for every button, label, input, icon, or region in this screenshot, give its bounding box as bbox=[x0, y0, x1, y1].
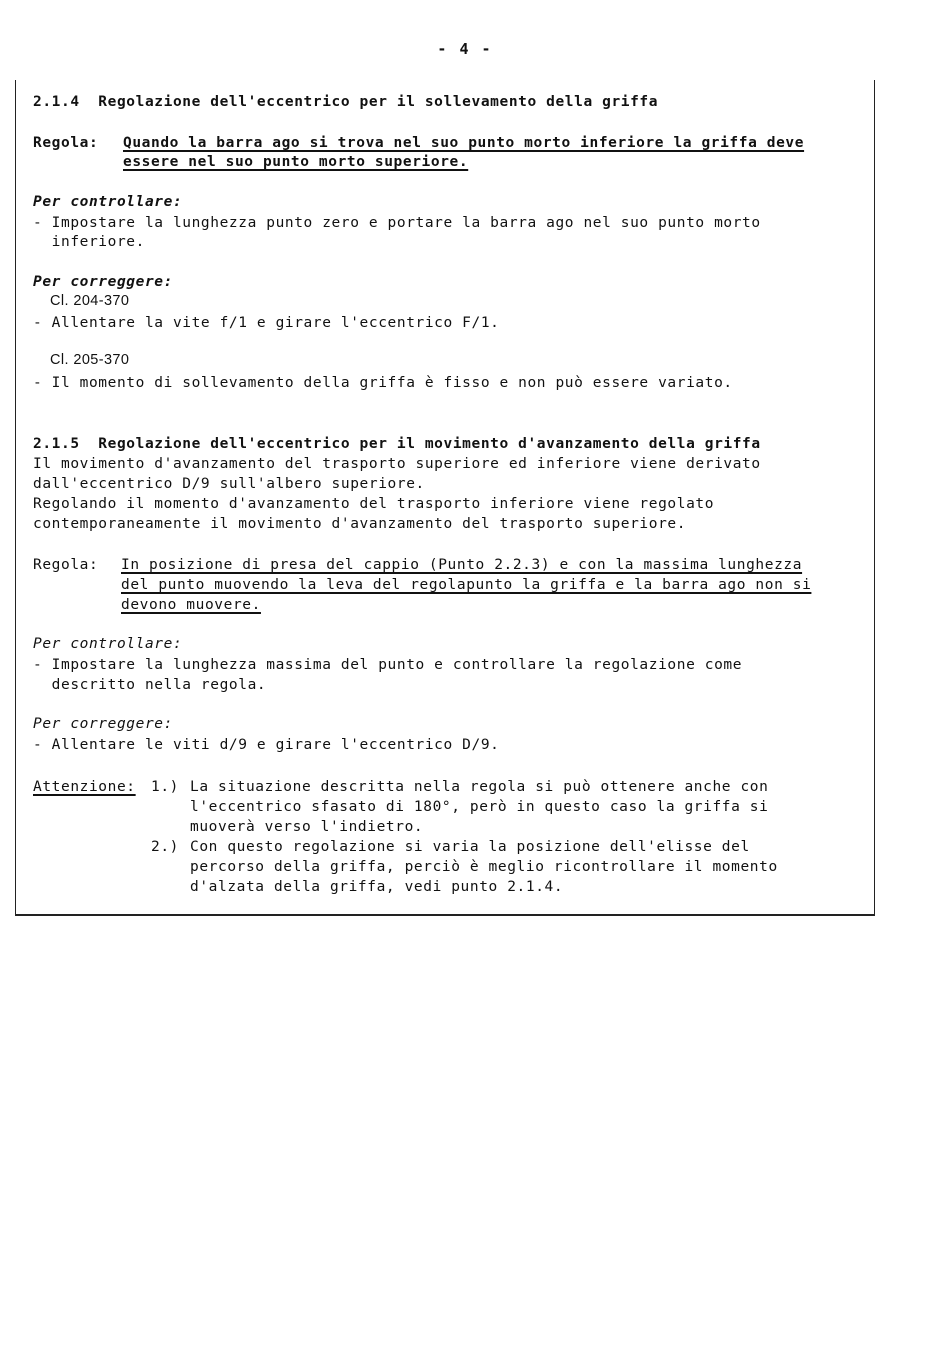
note-text-line: l'eccentrico sfasato di 180°, però in questo caso la griffa si bbox=[190, 799, 769, 815]
note-text-line: percorso della griffa, perciò è meglio ricontrollare il momento bbox=[190, 859, 778, 875]
section-heading-2-1-4: 2.1.4 Regolazione dell'eccentrico per il sollevamento della griffa bbox=[33, 94, 659, 110]
note-text-line: muoverà verso l'indietro. bbox=[190, 819, 424, 835]
intro-text-line: Il movimento d'avanzamento del trasporto superiore ed inferiore viene derivato bbox=[33, 456, 761, 472]
correct-text-line: - Il momento di sollevamento della griffa è fisso e non può essere variato. bbox=[33, 375, 733, 391]
intro-text-line: dall'eccentrico D/9 sull'albero superiore. bbox=[33, 476, 425, 492]
rule-text-line: In posizione di presa del cappio (Punto 2.2.3) e con la massima lunghezza bbox=[121, 557, 803, 573]
intro-text-line: Regolando il momento d'avanzamento del trasporto inferiore viene regolato bbox=[33, 496, 715, 512]
intro-text-line: contemporaneamente il movimento d'avanzamento del trasporto superiore. bbox=[33, 516, 687, 532]
note-number: 1.) bbox=[151, 779, 179, 795]
check-text-line: inferiore. bbox=[33, 234, 145, 250]
rule-text-line: Quando la barra ago si trova nel suo punto morto inferiore la griffa deve bbox=[123, 135, 805, 151]
section-heading-2-1-5: 2.1.5 Regolazione dell'eccentrico per il movimento d'avanzamento della griffa bbox=[33, 436, 761, 452]
machine-class-label: Cl. 205-370 bbox=[50, 352, 130, 368]
check-text-line: descritto nella regola. bbox=[33, 677, 267, 693]
rule-label: Regola: bbox=[33, 135, 99, 151]
rule-text-line: essere nel suo punto morto superiore. bbox=[123, 154, 469, 170]
note-number: 2.) bbox=[151, 839, 179, 855]
attention-label: Attenzione: bbox=[33, 779, 136, 795]
rule-text-line: devono muovere. bbox=[121, 597, 261, 613]
check-text-line: - Impostare la lunghezza massima del punto e controllare la regolazione come bbox=[33, 657, 743, 673]
check-label: Per controllare: bbox=[33, 194, 183, 210]
note-text-line: La situazione descritta nella regola si può ottenere anche con bbox=[190, 779, 769, 795]
page-number: - 4 - bbox=[437, 40, 493, 58]
check-label: Per controllare: bbox=[33, 636, 183, 652]
correct-text-line: - Allentare la vite f/1 e girare l'eccentrico F/1. bbox=[33, 315, 500, 331]
rule-label: Regola: bbox=[33, 557, 99, 573]
note-text-line: Con questo regolazione si varia la posizione dell'elisse del bbox=[190, 839, 750, 855]
check-text-line: - Impostare la lunghezza punto zero e portare la barra ago nel suo punto morto bbox=[33, 215, 761, 231]
correct-label: Per correggere: bbox=[33, 716, 173, 732]
rule-text-line: del punto muovendo la leva del regolapunto la griffa e la barra ago non si bbox=[121, 577, 812, 593]
correct-label: Per correggere: bbox=[33, 274, 173, 290]
correct-text-line: - Allentare le viti d/9 e girare l'eccentrico D/9. bbox=[33, 737, 500, 753]
machine-class-label: Cl. 204-370 bbox=[50, 293, 130, 309]
note-text-line: d'alzata della griffa, vedi punto 2.1.4. bbox=[190, 879, 564, 895]
